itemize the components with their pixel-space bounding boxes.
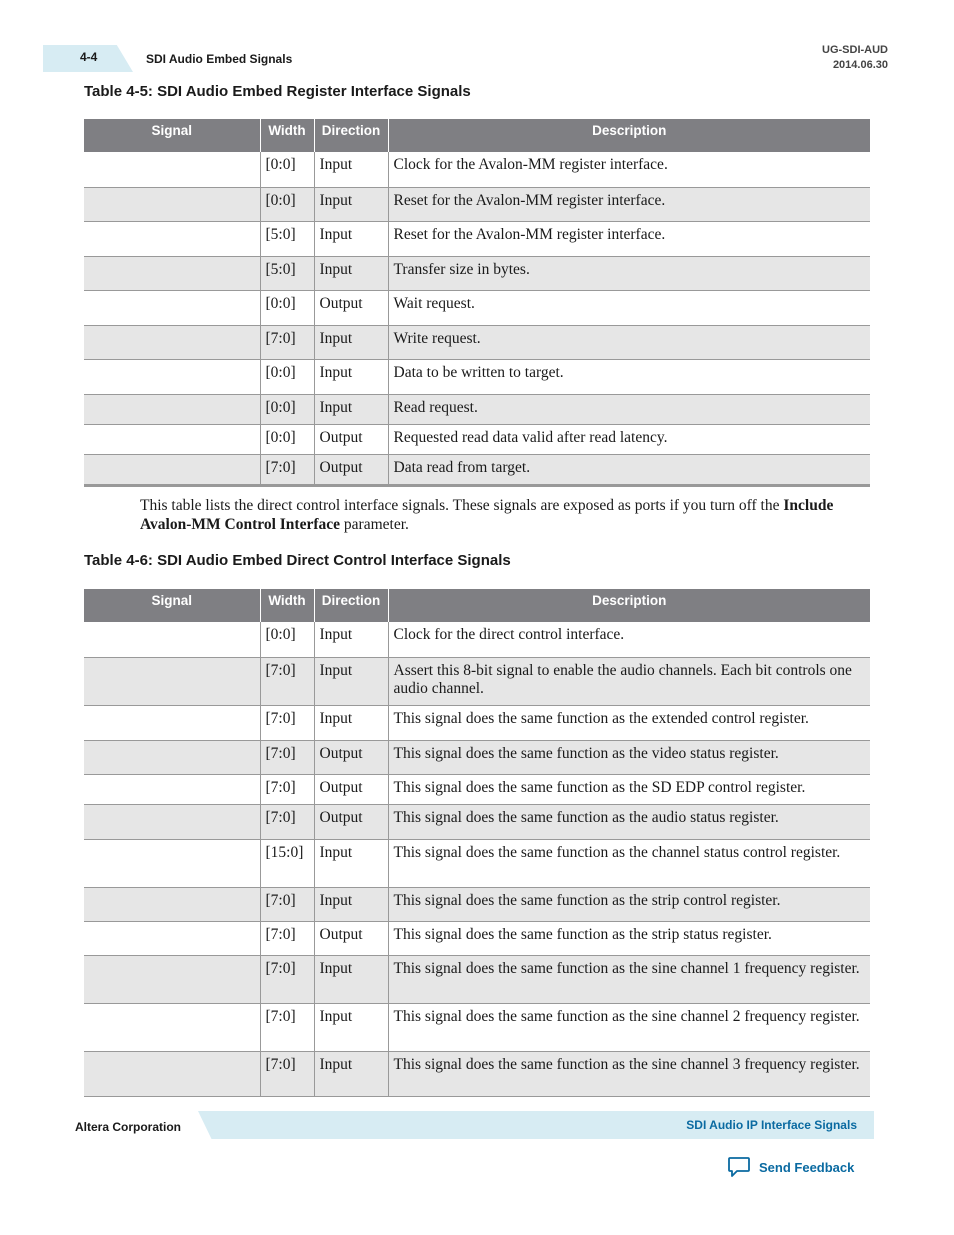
signal-cell (84, 290, 260, 325)
signal-cell (84, 359, 260, 394)
signal-cell (84, 887, 260, 921)
width-cell: [7:0] (260, 705, 314, 740)
send-feedback-label: Send Feedback (759, 1159, 855, 1175)
register-interface-table (84, 119, 870, 487)
direction-cell: Input (314, 221, 388, 256)
signal-cell (84, 774, 260, 804)
table-row (84, 955, 870, 1003)
signal-cell (84, 740, 260, 774)
column-header-width: Width (260, 589, 314, 622)
direction-cell: Output (314, 424, 388, 454)
signal-cell (84, 1003, 260, 1051)
direction-cell: Output (314, 804, 388, 839)
direction-cell: Input (314, 394, 388, 424)
signal-cell (84, 622, 260, 657)
table-header-row (84, 119, 870, 152)
description-cell: Clock for the direct control interface. (388, 622, 870, 657)
direction-cell: Input (314, 839, 388, 887)
signal-cell (84, 955, 260, 1003)
column-header-signal: Signal (84, 119, 260, 152)
direction-cell: Output (314, 740, 388, 774)
table-row (84, 290, 870, 325)
table-row (84, 657, 870, 705)
width-cell: [7:0] (260, 955, 314, 1003)
direction-cell: Input (314, 1051, 388, 1096)
table-row (84, 1003, 870, 1051)
table-row (84, 839, 870, 887)
table-row (84, 424, 870, 454)
column-header-direction: Direction (314, 589, 388, 622)
direction-cell: Input (314, 705, 388, 740)
width-cell: [7:0] (260, 454, 314, 485)
header-section-title: SDI Audio Embed Signals (146, 52, 293, 66)
description-cell: This signal does the same function as the sine channel 2 frequency register. (388, 1003, 870, 1051)
table-row (84, 622, 870, 657)
document-id-block (822, 43, 888, 73)
width-cell: [7:0] (260, 1003, 314, 1051)
direction-cell: Input (314, 955, 388, 1003)
signal-cell (84, 221, 260, 256)
description-cell: Requested read data valid after read latency. (388, 424, 870, 454)
description-cell: Clock for the Avalon-MM register interface. (388, 152, 870, 187)
direction-cell: Input (314, 359, 388, 394)
signal-cell (84, 187, 260, 221)
direction-cell: Input (314, 622, 388, 657)
description-cell: Reset for the Avalon-MM register interface. (388, 221, 870, 256)
page-number: 4-4 (80, 50, 98, 64)
table-row (84, 256, 870, 290)
description-cell: This signal does the same function as the strip control register. (388, 887, 870, 921)
width-cell: [0:0] (260, 290, 314, 325)
description-cell: This signal does the same function as the extended control register. (388, 705, 870, 740)
signal-cell (84, 152, 260, 187)
description-cell: This signal does the same function as the video status register. (388, 740, 870, 774)
description-cell: This signal does the same function as the audio status register. (388, 804, 870, 839)
width-cell: [0:0] (260, 424, 314, 454)
width-cell: [7:0] (260, 887, 314, 921)
parameter-name: Include Avalon-MM Control Interface (140, 497, 834, 533)
direction-cell: Output (314, 290, 388, 325)
width-cell: [5:0] (260, 256, 314, 290)
table-row (84, 152, 870, 187)
direction-cell: Input (314, 325, 388, 359)
direction-cell: Output (314, 921, 388, 955)
direction-cell: Input (314, 1003, 388, 1051)
table-row (84, 359, 870, 394)
description-cell: This signal does the same function as the channel status control register. (388, 839, 870, 887)
signal-cell (84, 424, 260, 454)
description-cell: Reset for the Avalon-MM register interface. (388, 187, 870, 221)
table-row (84, 454, 870, 485)
column-header-description: Description (388, 589, 870, 622)
table-row (84, 187, 870, 221)
document-date: 2014.06.30 (832, 59, 888, 71)
footer-section-link[interactable]: SDI Audio IP Interface Signals (686, 1118, 857, 1132)
description-cell: Read request. (388, 394, 870, 424)
description-cell: Assert this 8-bit signal to enable the audio channels. Each bit controls one audio channel. (388, 657, 870, 705)
table-4-5-title: Table 4-5: SDI Audio Embed Register Interface Signals (84, 83, 471, 100)
signal-cell (84, 394, 260, 424)
signal-cell (84, 804, 260, 839)
width-cell: [15:0] (260, 839, 314, 887)
width-cell: [7:0] (260, 325, 314, 359)
table-4-6-title: Table 4-6: SDI Audio Embed Direct Control Interface Signals (84, 552, 511, 569)
direction-cell: Output (314, 454, 388, 485)
width-cell: [7:0] (260, 921, 314, 955)
paragraph-text: This table lists the direct control interface signals. These signals are exposed as ports if you turn off the (140, 497, 784, 514)
table-row (84, 774, 870, 804)
signal-cell (84, 921, 260, 955)
description-cell: This signal does the same function as the sine channel 3 frequency register. (388, 1051, 870, 1096)
description-cell: Data read from target. (388, 454, 870, 485)
width-cell: [7:0] (260, 657, 314, 705)
column-header-description: Description (388, 119, 870, 152)
speech-bubble-icon (727, 1156, 751, 1178)
footer-company: Altera Corporation (75, 1120, 182, 1134)
signal-cell (84, 705, 260, 740)
signal-cell (84, 657, 260, 705)
description-cell: This signal does the same function as the strip status register. (388, 921, 870, 955)
column-header-width: Width (260, 119, 314, 152)
width-cell: [0:0] (260, 359, 314, 394)
width-cell: [0:0] (260, 394, 314, 424)
width-cell: [0:0] (260, 152, 314, 187)
direction-cell: Input (314, 256, 388, 290)
description-cell: Data to be written to target. (388, 359, 870, 394)
width-cell: [5:0] (260, 221, 314, 256)
table-row (84, 221, 870, 256)
signal-cell (84, 325, 260, 359)
signal-cell (84, 256, 260, 290)
width-cell: [7:0] (260, 740, 314, 774)
direction-cell: Input (314, 152, 388, 187)
table-row (84, 325, 870, 359)
document-id: UG-SDI-AUD (822, 44, 888, 56)
description-cell: This signal does the same function as the SD EDP control register. (388, 774, 870, 804)
description-cell: This signal does the same function as the sine channel 1 frequency register. (388, 955, 870, 1003)
signal-cell (84, 839, 260, 887)
table-row (84, 394, 870, 424)
description-cell: Write request. (388, 325, 870, 359)
table-row (84, 740, 870, 774)
intro-paragraph (140, 496, 860, 534)
direction-cell: Output (314, 774, 388, 804)
description-cell: Wait request. (388, 290, 870, 325)
direction-cell: Input (314, 887, 388, 921)
width-cell: [0:0] (260, 187, 314, 221)
width-cell: [7:0] (260, 774, 314, 804)
table-row (84, 1051, 870, 1096)
signal-cell (84, 454, 260, 485)
table-row (84, 705, 870, 740)
width-cell: [7:0] (260, 804, 314, 839)
table-row (84, 921, 870, 955)
table-row (84, 804, 870, 839)
send-feedback-link[interactable] (727, 1155, 854, 1179)
column-header-direction: Direction (314, 119, 388, 152)
direction-cell: Input (314, 187, 388, 221)
direction-cell: Input (314, 657, 388, 705)
description-cell: Transfer size in bytes. (388, 256, 870, 290)
signal-cell (84, 1051, 260, 1096)
table-row (84, 887, 870, 921)
table-header-row (84, 589, 870, 622)
paragraph-text-end: parameter. (340, 516, 409, 533)
direct-control-table (84, 589, 870, 1097)
width-cell: [0:0] (260, 622, 314, 657)
column-header-signal: Signal (84, 589, 260, 622)
width-cell: [7:0] (260, 1051, 314, 1096)
